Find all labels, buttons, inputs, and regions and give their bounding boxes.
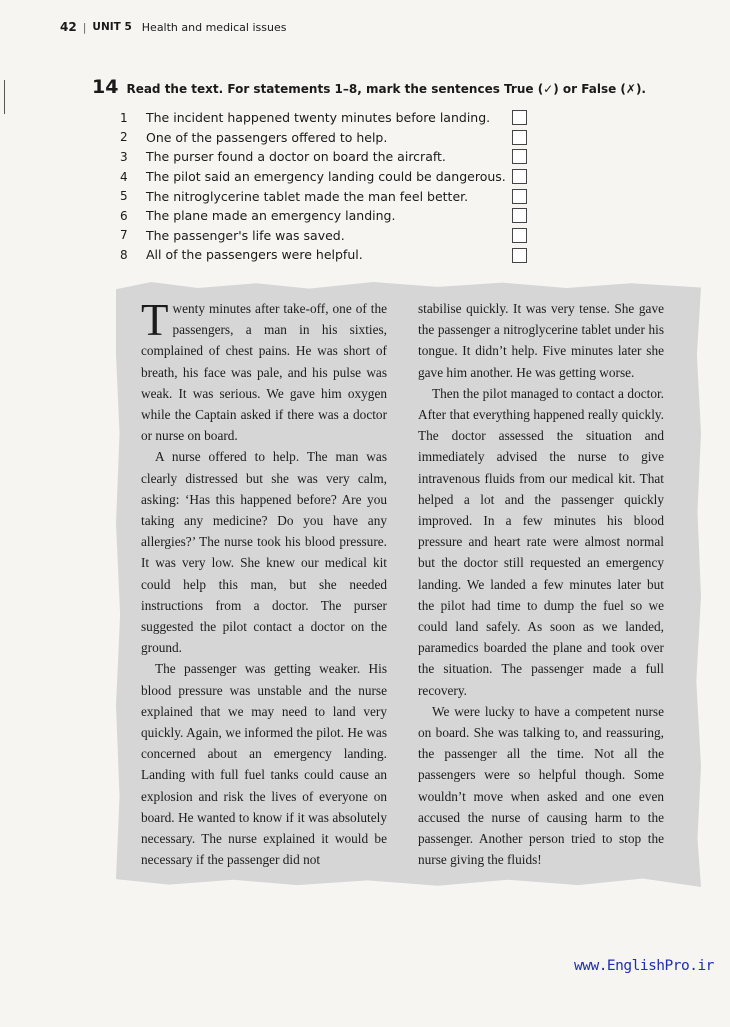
answer-checkbox-5[interactable] xyxy=(512,189,527,204)
passage-paragraph-2: A nurse offered to help. The man was clearly distressed but she was very calm, asking: ‘Has this happened before? Are you taking any medicine? Do you have any allergies?’ The nurse took his blood pressure. It was very low. She knew our medical kit could help this man, but she needed instructions from a doctor. The purser suggested the pilot contact a doctor on the ground. xyxy=(141,449,387,656)
statement-item xyxy=(120,186,540,206)
statement-item xyxy=(120,108,540,128)
statement-text: One of the passengers offered to help. xyxy=(146,129,388,145)
paragraph-1-text: wenty minutes after take-off, one of the passengers, a man in his sixties, complained of chest pains. He was short of breath, his face was pale, and his pulse was weak. It was serious. We gave him oxygen while the Captain asked if there was a doctor or nurse on board. xyxy=(141,301,387,444)
statement-item xyxy=(120,128,540,148)
answer-checkbox-4[interactable] xyxy=(512,169,527,184)
answer-checkbox-8[interactable] xyxy=(512,248,527,263)
answer-checkbox-1[interactable] xyxy=(512,110,527,125)
statement-text: The incident happened twenty minutes before landing. xyxy=(146,110,491,126)
statement-number: 2 xyxy=(120,130,128,145)
statement-item xyxy=(120,226,540,246)
statement-text: The nitroglycerine tablet made the man feel better. xyxy=(146,188,469,204)
statement-number: 8 xyxy=(120,247,128,262)
passage-column-left xyxy=(141,295,387,870)
statement-list xyxy=(120,108,540,265)
header-divider: | xyxy=(82,20,87,34)
exercise-heading xyxy=(92,76,646,98)
statement-text: All of the passengers were helpful. xyxy=(146,247,363,263)
statement-number: 6 xyxy=(120,208,128,223)
answer-checkbox-7[interactable] xyxy=(512,228,527,243)
passage-paragraph-3-continued: stabilise quickly. It was very tense. She gave the passenger a nitroglycerine tablet under his tongue. It didn’t help. Five minutes later she gave him another. He was getting worse. xyxy=(418,301,664,380)
passage-paragraph-4: Then the pilot managed to contact a doctor. After that everything happened really quickly. The doctor assessed the situation and immediately advised the nurse to give intravenous fluids from our medical kit. That helped a lot and the passenger quickly improved. In a few minutes his blood pressure and heart rate were almost normal but the doctor still requested an emergency landing. We landed a few minutes later but the pilot had time to dump the fuel so we could land safely. As soon as we landed, paramedics boarded the plane and took over the situation. The passenger made a full recovery. xyxy=(418,385,664,698)
statement-item xyxy=(120,147,540,167)
statement-text: The pilot said an emergency landing could be dangerous. xyxy=(146,169,506,185)
answer-checkbox-6[interactable] xyxy=(512,208,527,223)
page-number: 42 xyxy=(60,20,77,34)
answer-checkbox-3[interactable] xyxy=(512,149,527,164)
statement-item xyxy=(120,245,540,265)
exercise-number: 14 xyxy=(92,76,119,98)
page-header xyxy=(60,20,286,34)
passage-column-right xyxy=(418,298,664,870)
exercise-instruction: Read the text. For statements 1–8, mark the sentences True (✓) or False (✗). xyxy=(126,82,646,96)
statement-number: 4 xyxy=(120,169,128,184)
statement-number: 5 xyxy=(120,189,128,204)
passage-paragraph-1 xyxy=(141,295,387,446)
passage-paragraph-3: The passenger was getting weaker. His blood pressure was unstable and the nurse explained that we may need to land very quickly. Again, we informed the pilot. He was concerned about an emergency landing. Landing with full fuel tanks could cause an explosion and risk the lives of everyone on board. He wanted to know if it was absolutely necessary. The nurse explained it would be necessary if the passenger did not xyxy=(141,661,387,868)
answer-checkbox-2[interactable] xyxy=(512,130,527,145)
statement-text: The plane made an emergency landing. xyxy=(146,208,396,224)
watermark-link[interactable]: www.EnglishPro.ir xyxy=(574,958,714,974)
statement-item xyxy=(120,167,540,187)
unit-title: Health and medical issues xyxy=(141,20,287,34)
statement-text: The purser found a doctor on board the aircraft. xyxy=(146,149,446,165)
statement-number: 7 xyxy=(120,228,128,243)
statement-text: The passenger's life was saved. xyxy=(146,227,345,243)
page-edge-rule xyxy=(4,80,5,114)
unit-label: UNIT 5 xyxy=(92,21,132,33)
passage-paragraph-5: We were lucky to have a competent nurse on board. She was talking to, and reassuring, the passenger all the time. Not all the passengers were so helpful though. Some wouldn’t move when asked and one even accused the nurse of causing harm to the passenger. Another person tried to stop the nurse giving the fluids! xyxy=(418,703,664,868)
statement-number: 3 xyxy=(120,149,128,164)
statement-item xyxy=(120,206,540,226)
statement-number: 1 xyxy=(120,110,128,125)
drop-cap: T xyxy=(141,295,169,345)
